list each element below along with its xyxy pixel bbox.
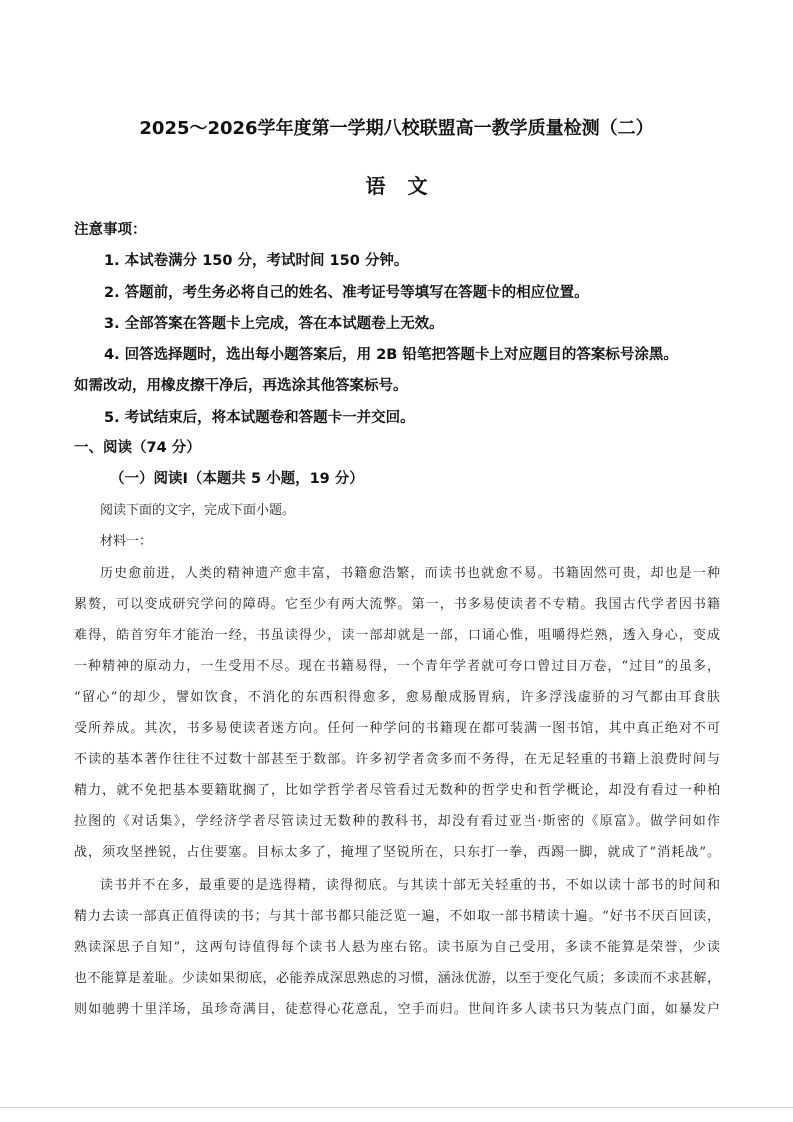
passage-line: 累赘，可以变成研究学问的障碍。它至少有两大流弊。第一，书多易使读者不专精。我国古代学者因书籍 <box>74 597 720 612</box>
passage-line: 拉图的《对话集》，学经济学者尽管读过无数种的教科书，却没有看过亚当·斯密的《原富》。做学问如作 <box>74 814 720 829</box>
subsection-heading: （一）阅读Ⅰ（本题共 5 小题，19 分） <box>110 471 364 487</box>
passage-line: “留心”的却少，譬如饮食，不消化的东西积得愈多，愈易酿成肠胃病，许多浮浅虚骄的习气都由耳食肤 <box>74 690 720 705</box>
subject-title: 语文 <box>365 174 450 198</box>
passage-line: 历史愈前进，人类的精神遗产愈丰富，书籍愈浩繁，而读书也就愈不易。书籍固然可贵，却也是一种 <box>100 566 720 581</box>
section-heading: 一、阅读（74 分） <box>74 440 201 456</box>
passage-line: 不读的基本著作往往不过数十部甚至于数部。许多初学者贪多而不务得，在无足轻重的书籍上浪费时间与 <box>74 752 720 767</box>
passage-line: 读书并不在多，最重要的是选得精，读得彻底。与其读十部无关轻重的书，不如以读十部书的时间和 <box>100 878 720 893</box>
notice-item-4-continuation: 如需改动，用橡皮擦干净后，再选涂其他答案标号。 <box>74 378 408 394</box>
notice-item-4: 4. 回答选择题时，选出每小题答案后，用 2B 铅笔把答题卡上对应题目的答案标号涂黑。 <box>104 347 678 363</box>
passage-line: 则如驰骋十里洋场，虽珍奇满目，徒惹得心花意乱，空手而归。世间许多人读书只为装点门面，如暴发户 <box>74 1002 720 1017</box>
notice-item-5: 5. 考试结束后，将本试题卷和答题卡一并交回。 <box>104 410 415 426</box>
page-bottom-divider <box>0 1107 793 1108</box>
passage-line: 一种精神的原动力，一生受用不尽。现在书籍易得，一个青年学者就可夸口曾过目万卷，“过目”的虽多， <box>74 659 720 674</box>
passage-line: 精力去读一部真正值得读的书；与其十部书都只能泛览一遍，不如取一部书精读十遍。“好书不厌百回读， <box>74 909 720 924</box>
material-label: 材料一： <box>100 534 153 549</box>
passage-line: 也不能算是羞耻。少读如果彻底，必能养成深思熟虑的习惯，涵泳优游，以至于变化气质；多读而不求甚解， <box>74 971 720 986</box>
passage-line: 难得，皓首穷年才能治一经，书虽读得少，读一部却就是一部，口诵心惟，咀嚼得烂熟，透入身心，变成 <box>74 628 720 643</box>
notice-item-3: 3. 全部答案在答题卡上完成，答在本试题卷上无效。 <box>104 316 444 332</box>
reading-instruction: 阅读下面的文字，完成下面小题。 <box>100 503 296 518</box>
passage-line: 熟读深思子自知”，这两句诗值得每个读书人悬为座右铭。读书原为自己受用，多读不能算是荣誉，少读 <box>74 940 720 955</box>
notice-item-2: 2. 答题前，考生务必将自己的姓名、准考证号等填写在答题卡的相应位置。 <box>104 285 589 301</box>
passage-line: 受所养成。其次，书多易使读者迷方向。任何一种学问的书籍现在都可装满一图书馆，其中真正绝对不可 <box>74 721 720 736</box>
exam-title: 2025～2026学年度第一学期八校联盟高一教学质量检测（二） <box>139 118 654 139</box>
passage-line: 战，须攻坚挫锐，占住要塞。目标太多了，掩埋了坚锐所在，只东打一拳，西踢一脚，就成了“消耗战”。 <box>74 845 720 860</box>
notice-item-1: 1. 本试卷满分 150 分，考试时间 150 分钟。 <box>104 253 409 269</box>
passage-line: 精力，就不免把基本要籍耽搁了，比如学哲学者尽管看过无数种的哲学史和哲学概论，却没有看过一种柏 <box>74 783 720 798</box>
notice-heading: 注意事项： <box>74 222 147 238</box>
